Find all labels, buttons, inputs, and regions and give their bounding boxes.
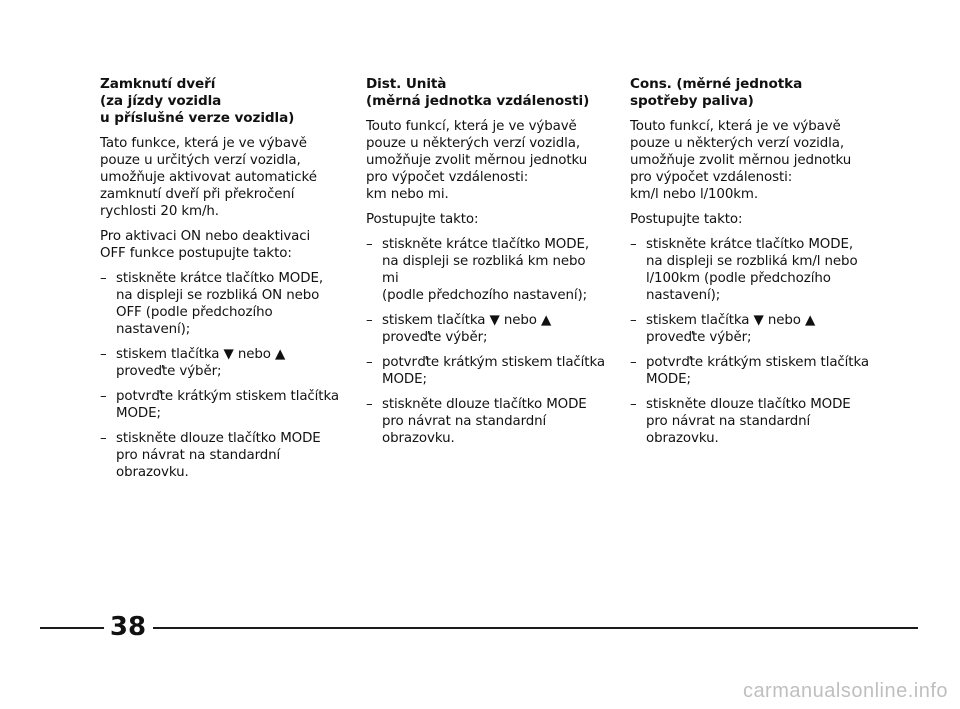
- section-heading-consumption-unit: Cons. (měrné jednotka spotřeby paliva): [630, 76, 803, 109]
- paragraph: Postupujte takto:: [630, 212, 743, 227]
- list-item: [366, 396, 606, 447]
- step-text: potvrďte krátkým stiskem tlačítka MODE;: [646, 355, 869, 387]
- section-heading-door-lock: Zamknutí dveří (za jízdy vozidla u příslušné verze vozidla): [100, 76, 295, 126]
- step-text: stiskněte krátce tlačítko MODE, na displeji se rozbliká ON nebo OFF (podle předchozího nastavení);: [116, 271, 323, 337]
- bullet-dash: –: [100, 347, 107, 362]
- list-item: [100, 346, 340, 380]
- section-heading-distance-unit: Dist. Unità (měrná jednotka vzdálenosti): [366, 76, 590, 109]
- paragraph: Touto funkcí, která je ve výbavě pouze u některých verzí vozidla, umožňuje zvolit měrnou jednotku pro výpočet vzdálenosti: km/l nebo l/100km.: [630, 119, 852, 202]
- step-text: potvrďte krátkým stiskem tlačítka MODE;: [382, 355, 605, 387]
- step-list: [366, 236, 606, 447]
- list-item: [630, 312, 870, 346]
- paragraph: Postupujte takto:: [366, 212, 479, 227]
- step-text: stiskněte krátce tlačítko MODE, na displeji se rozbliká km/l nebo l/100km (podle předchozího nastavení);: [646, 237, 858, 303]
- list-item: [366, 312, 606, 346]
- text-column-3: [630, 76, 870, 455]
- bullet-dash: –: [100, 431, 107, 446]
- list-item: [100, 270, 340, 338]
- step-text: stiskem tlačítka ▼ nebo ▲ proveďte výběr;: [382, 313, 552, 345]
- list-item: [100, 430, 340, 481]
- bullet-dash: –: [366, 237, 373, 252]
- list-item: [366, 354, 606, 388]
- step-list: [630, 236, 870, 447]
- step-text: stiskněte dlouze tlačítko MODE pro návrat na standardní obrazovku.: [646, 397, 851, 446]
- paragraph: Tato funkce, která je ve výbavě pouze u určitých verzí vozidla, umožňuje aktivovat automatické zamknutí dveří při překročení rychlosti 20 km/h.: [100, 136, 317, 219]
- page-number: 38: [109, 612, 147, 642]
- step-text: stiskněte dlouze tlačítko MODE pro návrat na standardní obrazovku.: [116, 431, 321, 480]
- footer-rule-right: [153, 627, 918, 629]
- list-item: [630, 236, 870, 304]
- bullet-dash: –: [366, 313, 373, 328]
- step-text: stiskněte dlouze tlačítko MODE pro návrat na standardní obrazovku.: [382, 397, 587, 446]
- bullet-dash: –: [630, 313, 637, 328]
- bullet-dash: –: [630, 397, 637, 412]
- paragraph: Pro aktivaci ON nebo deaktivaci OFF funkce postupujte takto:: [100, 229, 311, 261]
- list-item: [630, 396, 870, 447]
- step-list: [100, 270, 340, 481]
- bullet-dash: –: [630, 355, 637, 370]
- bullet-dash: –: [366, 355, 373, 370]
- step-text: stiskem tlačítka ▼ nebo ▲ proveďte výběr;: [646, 313, 816, 345]
- step-text: stiskněte krátce tlačítko MODE, na displeji se rozbliká km nebo mi (podle předchozího nastavení);: [382, 237, 589, 303]
- bullet-dash: –: [100, 389, 107, 404]
- list-item: [100, 388, 340, 422]
- step-text: potvrďte krátkým stiskem tlačítka MODE;: [116, 389, 339, 421]
- bullet-dash: –: [366, 397, 373, 412]
- list-item: [630, 354, 870, 388]
- text-column-2: [366, 76, 606, 455]
- bullet-dash: –: [100, 271, 107, 286]
- watermark: carmanualsonline.info: [742, 680, 948, 702]
- footer-rule-left: [40, 627, 104, 629]
- paragraph: Touto funkcí, která je ve výbavě pouze u některých verzí vozidla, umožňuje zvolit měrnou jednotku pro výpočet vzdálenosti: km nebo mi.: [366, 119, 588, 202]
- step-text: stiskem tlačítka ▼ nebo ▲ proveďte výběr;: [116, 347, 286, 379]
- list-item: [366, 236, 606, 304]
- bullet-dash: –: [630, 237, 637, 252]
- text-column-1: [100, 76, 340, 489]
